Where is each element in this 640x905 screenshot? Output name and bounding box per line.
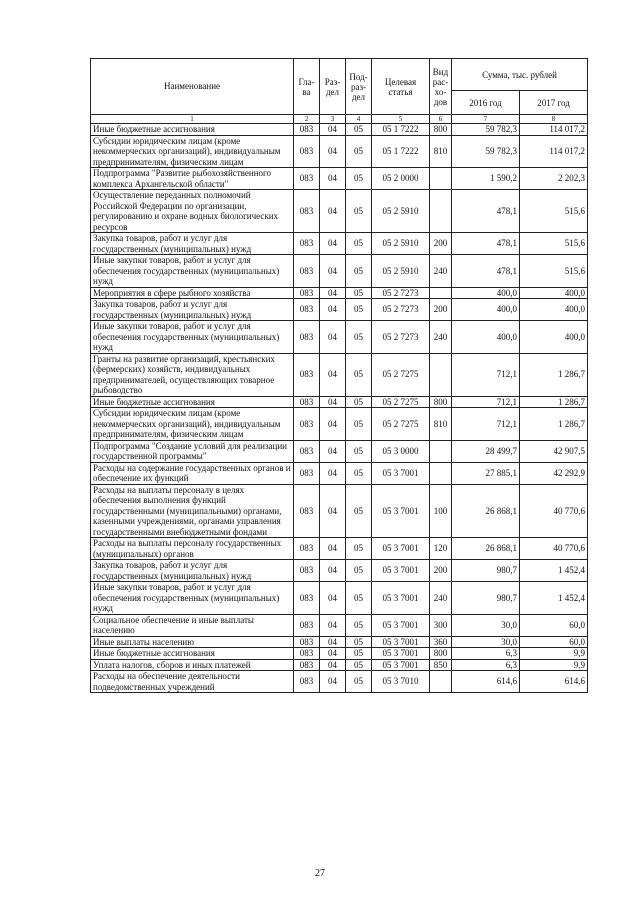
column-numbers-row [91,115,588,124]
table-row [91,233,588,255]
row-target-article: 05 3 0000 [372,440,430,462]
row-razdel: 04 [320,462,346,484]
row-expense-type: 800 [430,648,452,660]
header-name: Наименование [91,59,294,115]
row-name: Осуществление переданных полномочий Российской Федерации по организации, регулированию и охране водных биологических ресурсов [91,190,294,233]
row-expense-type [430,190,452,233]
row-sum-2017: 1 286,7 [520,396,588,408]
row-sum-2017: 60,0 [520,614,588,636]
row-sum-2016: 712,1 [452,353,520,396]
row-expense-type: 240 [430,255,452,288]
row-podrazdel: 05 [346,135,372,168]
row-podrazdel: 05 [346,168,372,190]
row-podrazdel: 05 [346,462,372,484]
header-vid: Вид рас-хо-дов [430,59,452,115]
row-razdel: 04 [320,582,346,615]
row-target-article: 05 3 7001 [372,648,430,660]
page-number: 27 [315,868,325,879]
row-expense-type: 360 [430,636,452,648]
row-podrazdel: 05 [346,190,372,233]
row-target-article: 05 2 7275 [372,396,430,408]
row-podrazdel: 05 [346,659,372,671]
header-summa: Сумма, тыс. рублей [452,59,588,91]
row-razdel: 04 [320,636,346,648]
table-row [91,135,588,168]
row-sum-2017: 9,9 [520,648,588,660]
row-name: Иные закупки товаров, работ и услуг для обеспечения государственных (муниципальных) нужд [91,582,294,615]
row-target-article: 05 3 7001 [372,560,430,582]
row-target-article: 05 3 7001 [372,659,430,671]
row-name: Гранты на развитие организаций, крестьянских (фермерских) хозяйств, индивидуальных предпринимателей, осуществляющих товарное рыбоводство [91,353,294,396]
row-podrazdel: 05 [346,396,372,408]
row-glava: 083 [294,462,320,484]
row-expense-type: 100 [430,484,452,538]
row-expense-type [430,440,452,462]
row-sum-2016: 712,1 [452,396,520,408]
row-glava: 083 [294,484,320,538]
column-number: 4 [346,115,372,124]
column-number: 6 [430,115,452,124]
row-target-article: 05 2 7273 [372,287,430,299]
row-sum-2017: 60,0 [520,636,588,648]
row-glava: 083 [294,659,320,671]
row-name: Иные закупки товаров, работ и услуг для обеспечения государственных (муниципальных) нужд [91,321,294,354]
row-podrazdel: 05 [346,538,372,560]
row-glava: 083 [294,135,320,168]
row-podrazdel: 05 [346,560,372,582]
row-glava: 083 [294,124,320,136]
row-target-article: 05 2 7275 [372,353,430,396]
row-glava: 083 [294,299,320,321]
row-glava: 083 [294,353,320,396]
table-row [91,538,588,560]
row-sum-2017: 400,0 [520,299,588,321]
row-sum-2016: 30,0 [452,614,520,636]
row-target-article: 05 1 7222 [372,135,430,168]
row-sum-2016: 59 782,3 [452,135,520,168]
row-target-article: 05 1 7222 [372,124,430,136]
row-glava: 083 [294,190,320,233]
column-number: 1 [91,115,294,124]
row-expense-type: 300 [430,614,452,636]
row-target-article: 05 3 7001 [372,582,430,615]
row-podrazdel: 05 [346,408,372,441]
row-sum-2016: 26 868,1 [452,538,520,560]
row-name: Иные закупки товаров, работ и услуг для обеспечения государственных (муниципальных) нужд [91,255,294,288]
row-glava: 083 [294,396,320,408]
table-row [91,648,588,660]
row-target-article: 05 2 0000 [372,168,430,190]
table-row [91,462,588,484]
row-expense-type: 240 [430,321,452,354]
row-glava: 083 [294,648,320,660]
row-sum-2016: 400,0 [452,321,520,354]
row-podrazdel: 05 [346,440,372,462]
row-razdel: 04 [320,396,346,408]
row-glava: 083 [294,560,320,582]
table-row [91,484,588,538]
row-name: Подпрограмма "Развитие рыбохозяйственного комплекса Архангельской области" [91,168,294,190]
row-name: Закупка товаров, работ и услуг для государственных (муниципальных) нужд [91,233,294,255]
table-row [91,659,588,671]
row-sum-2017: 42 907,5 [520,440,588,462]
table-row [91,124,588,136]
row-name: Иные бюджетные ассигнования [91,124,294,136]
row-razdel: 04 [320,538,346,560]
row-podrazdel: 05 [346,255,372,288]
table-row [91,408,588,441]
table-row [91,299,588,321]
row-name: Подпрограмма "Создание условий для реализации государственной программы" [91,440,294,462]
row-sum-2017: 114 017,2 [520,135,588,168]
table-row [91,440,588,462]
header-celevaya: Целевая статья [372,59,430,115]
row-sum-2017: 42 292,9 [520,462,588,484]
table-row [91,614,588,636]
row-expense-type: 810 [430,135,452,168]
row-razdel: 04 [320,190,346,233]
row-glava: 083 [294,233,320,255]
table-row [91,287,588,299]
row-sum-2016: 400,0 [452,299,520,321]
header-podrazdel: Под-раз-дел [346,59,372,115]
row-name: Расходы на выплаты персоналу в целях обеспечения выполнения функций государственными (муниципальными) органами, казенными учреждениями, органами управления государственными внебюджетными фондами [91,484,294,538]
column-number: 5 [372,115,430,124]
row-sum-2016: 980,7 [452,582,520,615]
row-glava: 083 [294,408,320,441]
row-razdel: 04 [320,255,346,288]
row-name: Мероприятия в сфере рыбного хозяйства [91,287,294,299]
row-glava: 083 [294,321,320,354]
row-expense-type: 800 [430,396,452,408]
row-razdel: 04 [320,168,346,190]
row-sum-2017: 614,6 [520,671,588,693]
row-target-article: 05 2 5910 [372,255,430,288]
row-name: Иные бюджетные ассигнования [91,396,294,408]
row-podrazdel: 05 [346,124,372,136]
column-number: 7 [452,115,520,124]
table-row [91,353,588,396]
row-razdel: 04 [320,321,346,354]
row-expense-type: 120 [430,538,452,560]
row-glava: 083 [294,255,320,288]
row-razdel: 04 [320,560,346,582]
row-expense-type [430,168,452,190]
row-sum-2016: 478,1 [452,255,520,288]
row-glava: 083 [294,538,320,560]
row-name: Закупка товаров, работ и услуг для государственных (муниципальных) нужд [91,299,294,321]
row-podrazdel: 05 [346,671,372,693]
row-name: Уплата налогов, сборов и иных платежей [91,659,294,671]
row-sum-2016: 59 782,3 [452,124,520,136]
row-sum-2017: 2 202,3 [520,168,588,190]
row-glava: 083 [294,671,320,693]
row-name: Субсидии юридическим лицам (кроме некоммерческих организаций), индивидуальным предпринимателям, физическим лицам [91,408,294,441]
column-number: 8 [520,115,588,124]
table-row [91,636,588,648]
row-sum-2017: 1 286,7 [520,408,588,441]
table-row [91,168,588,190]
row-podrazdel: 05 [346,484,372,538]
row-expense-type: 200 [430,233,452,255]
row-target-article: 05 2 7273 [372,299,430,321]
row-target-article: 05 2 7273 [372,321,430,354]
row-name: Социальное обеспечение и иные выплаты населению [91,614,294,636]
row-target-article: 05 2 5910 [372,190,430,233]
row-razdel: 04 [320,671,346,693]
row-podrazdel: 05 [346,233,372,255]
row-name: Расходы на содержание государственных органов и обеспечение их функций [91,462,294,484]
row-podrazdel: 05 [346,648,372,660]
row-target-article: 05 3 7001 [372,538,430,560]
row-expense-type: 850 [430,659,452,671]
row-sum-2016: 478,1 [452,190,520,233]
row-sum-2017: 515,6 [520,255,588,288]
row-podrazdel: 05 [346,582,372,615]
row-sum-2017: 1 452,4 [520,582,588,615]
column-number: 3 [320,115,346,124]
row-razdel: 04 [320,614,346,636]
row-razdel: 04 [320,124,346,136]
row-name: Иные выплаты населению [91,636,294,648]
row-razdel: 04 [320,659,346,671]
budget-table [90,58,588,693]
row-sum-2017: 114 017,2 [520,124,588,136]
table-row [91,396,588,408]
row-sum-2017: 400,0 [520,321,588,354]
row-glava: 083 [294,582,320,615]
row-target-article: 05 3 7010 [372,671,430,693]
table-row [91,582,588,615]
row-razdel: 04 [320,135,346,168]
row-sum-2016: 980,7 [452,560,520,582]
row-sum-2016: 478,1 [452,233,520,255]
row-target-article: 05 3 7001 [372,614,430,636]
row-expense-type [430,462,452,484]
row-sum-2016: 1 590,2 [452,168,520,190]
row-sum-2016: 712,1 [452,408,520,441]
row-glava: 083 [294,168,320,190]
row-glava: 083 [294,614,320,636]
table-row [91,255,588,288]
row-name: Расходы на выплаты персоналу государственных (муниципальных) органов [91,538,294,560]
header-2016: 2016 год [452,91,520,115]
column-number: 2 [294,115,320,124]
table-row [91,671,588,693]
row-razdel: 04 [320,353,346,396]
row-podrazdel: 05 [346,614,372,636]
header-2017: 2017 год [520,91,588,115]
row-expense-type: 200 [430,299,452,321]
row-podrazdel: 05 [346,287,372,299]
table-row [91,560,588,582]
row-glava: 083 [294,287,320,299]
row-sum-2016: 30,0 [452,636,520,648]
row-podrazdel: 05 [346,636,372,648]
row-sum-2017: 1 286,7 [520,353,588,396]
row-expense-type [430,671,452,693]
row-razdel: 04 [320,408,346,441]
row-sum-2017: 40 770,6 [520,538,588,560]
header-razdel: Раз-дел [320,59,346,115]
row-name: Субсидии юридическим лицам (кроме некоммерческих организаций), индивидуальным предпринимателям, физическим лицам [91,135,294,168]
row-sum-2016: 26 868,1 [452,484,520,538]
row-sum-2017: 515,6 [520,233,588,255]
row-target-article: 05 2 7275 [372,408,430,441]
row-razdel: 04 [320,299,346,321]
row-sum-2017: 1 452,4 [520,560,588,582]
row-expense-type: 240 [430,582,452,615]
row-podrazdel: 05 [346,321,372,354]
row-glava: 083 [294,636,320,648]
row-sum-2016: 27 885,1 [452,462,520,484]
row-glava: 083 [294,440,320,462]
row-expense-type [430,353,452,396]
row-sum-2016: 400,0 [452,287,520,299]
row-target-article: 05 3 7001 [372,636,430,648]
table-row [91,190,588,233]
row-sum-2016: 6,3 [452,659,520,671]
row-target-article: 05 3 7001 [372,462,430,484]
row-sum-2017: 515,6 [520,190,588,233]
row-expense-type: 200 [430,560,452,582]
row-razdel: 04 [320,233,346,255]
row-name: Расходы на обеспечение деятельности подведомственных учреждений [91,671,294,693]
row-sum-2017: 40 770,6 [520,484,588,538]
row-podrazdel: 05 [346,299,372,321]
row-target-article: 05 2 5910 [372,233,430,255]
row-sum-2016: 6,3 [452,648,520,660]
row-sum-2017: 400,0 [520,287,588,299]
table-row [91,321,588,354]
row-name: Иные бюджетные ассигнования [91,648,294,660]
row-sum-2016: 28 499,7 [452,440,520,462]
row-podrazdel: 05 [346,353,372,396]
header-glava: Гла-ва [294,59,320,115]
row-expense-type: 800 [430,124,452,136]
row-razdel: 04 [320,648,346,660]
row-razdel: 04 [320,440,346,462]
row-target-article: 05 3 7001 [372,484,430,538]
row-sum-2017: 9,9 [520,659,588,671]
row-razdel: 04 [320,484,346,538]
row-expense-type [430,287,452,299]
row-expense-type: 810 [430,408,452,441]
row-sum-2016: 614,6 [452,671,520,693]
row-name: Закупка товаров, работ и услуг для государственных (муниципальных) нужд [91,560,294,582]
row-razdel: 04 [320,287,346,299]
